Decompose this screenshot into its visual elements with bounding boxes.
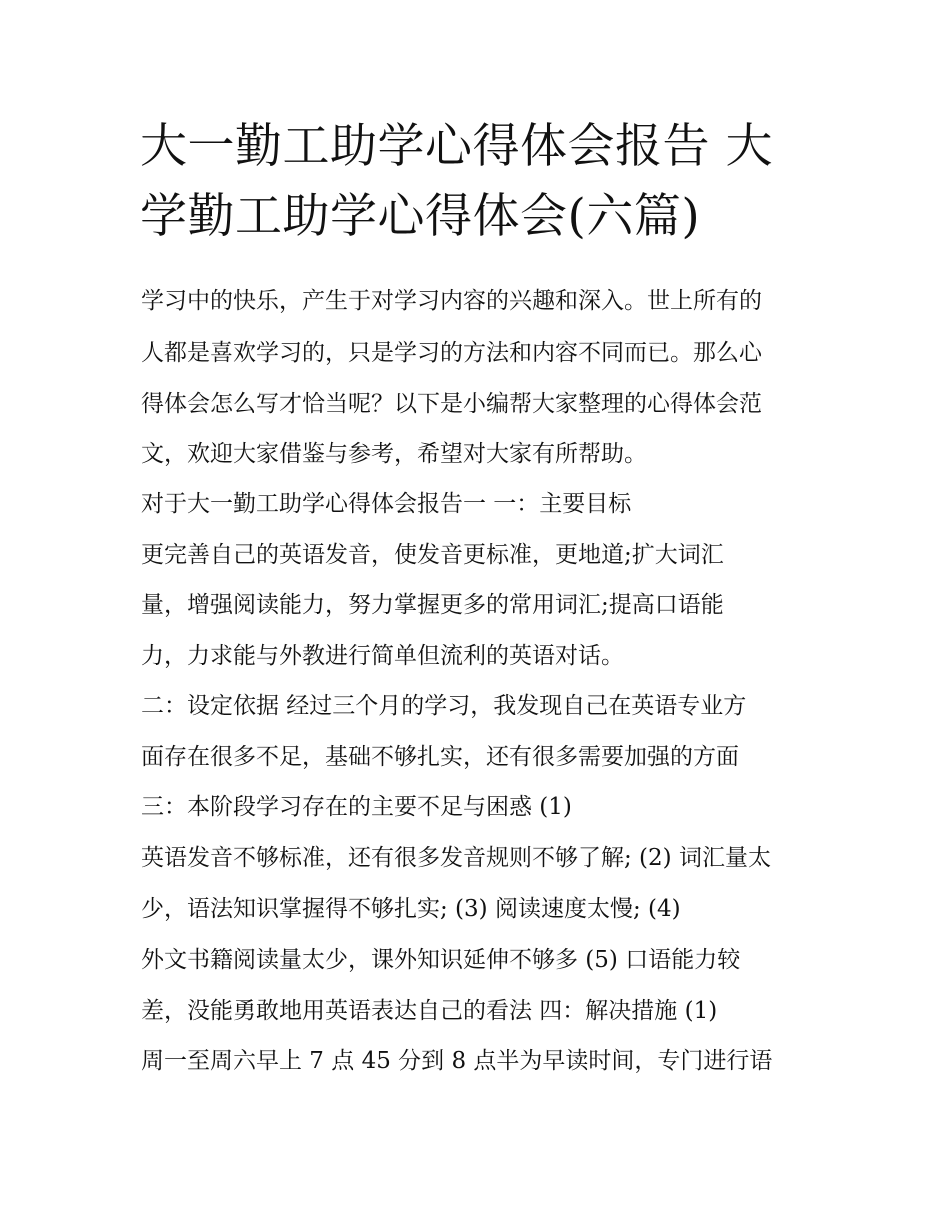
- section-heading-line: 对于大一勤工助学心得体会报告一 一：主要目标: [141, 491, 632, 517]
- body-text-line: 外文书籍阅读量太少，课外知识延伸不够多 (5) 口语能力较: [141, 947, 741, 973]
- document-title: [140, 112, 840, 252]
- body-text-line: 文，欢迎大家借鉴与参考，希望对大家有所帮助。: [141, 441, 647, 467]
- body-text-line: 二：设定依据 经过三个月的学习，我发现自己在英语专业方: [141, 693, 747, 719]
- body-text-line: 面存在很多不足，基础不够扎实，还有很多需要加强的方面: [141, 744, 739, 770]
- title-line-1: 大一勤工助学心得体会报告 大: [140, 119, 773, 174]
- body-text-line: 力，力求能与外教进行简单但流利的英语对话。: [141, 643, 624, 669]
- body-text-line: 得体会怎么写才恰当呢？以下是小编帮大家整理的心得体会范: [141, 391, 762, 417]
- body-text-line: 量，增强阅读能力，努力掌握更多的常用词汇;提高口语能: [141, 592, 724, 618]
- body-text-line: 三：本阶段学习存在的主要不足与困惑 (1): [141, 794, 572, 820]
- body-text-line: 差，没能勇敢地用英语表达自己的看法 四：解决措施 (1): [141, 998, 718, 1024]
- body-text-line: 英语发音不够标准，还有很多发音规则不够了解; (2) 词汇量太: [141, 845, 771, 871]
- body-text-line: 学习中的快乐，产生于对学习内容的兴趣和深入。世上所有的: [141, 288, 762, 314]
- body-text-line: 更完善自己的英语发音，使发音更标准，更地道;扩大词汇: [141, 542, 724, 568]
- title-line-2: 学勤工助学心得体会(六篇): [140, 189, 701, 244]
- body-text-line: 少，语法知识掌握得不够扎实; (3) 阅读速度太慢; (4): [141, 896, 681, 922]
- body-text-line: 人都是喜欢学习的，只是学习的方法和内容不同而已。那么心: [141, 340, 762, 366]
- body-text-line: 周一至周六早上 7 点 45 分到 8 点半为早读时间，专门进行语: [141, 1048, 773, 1074]
